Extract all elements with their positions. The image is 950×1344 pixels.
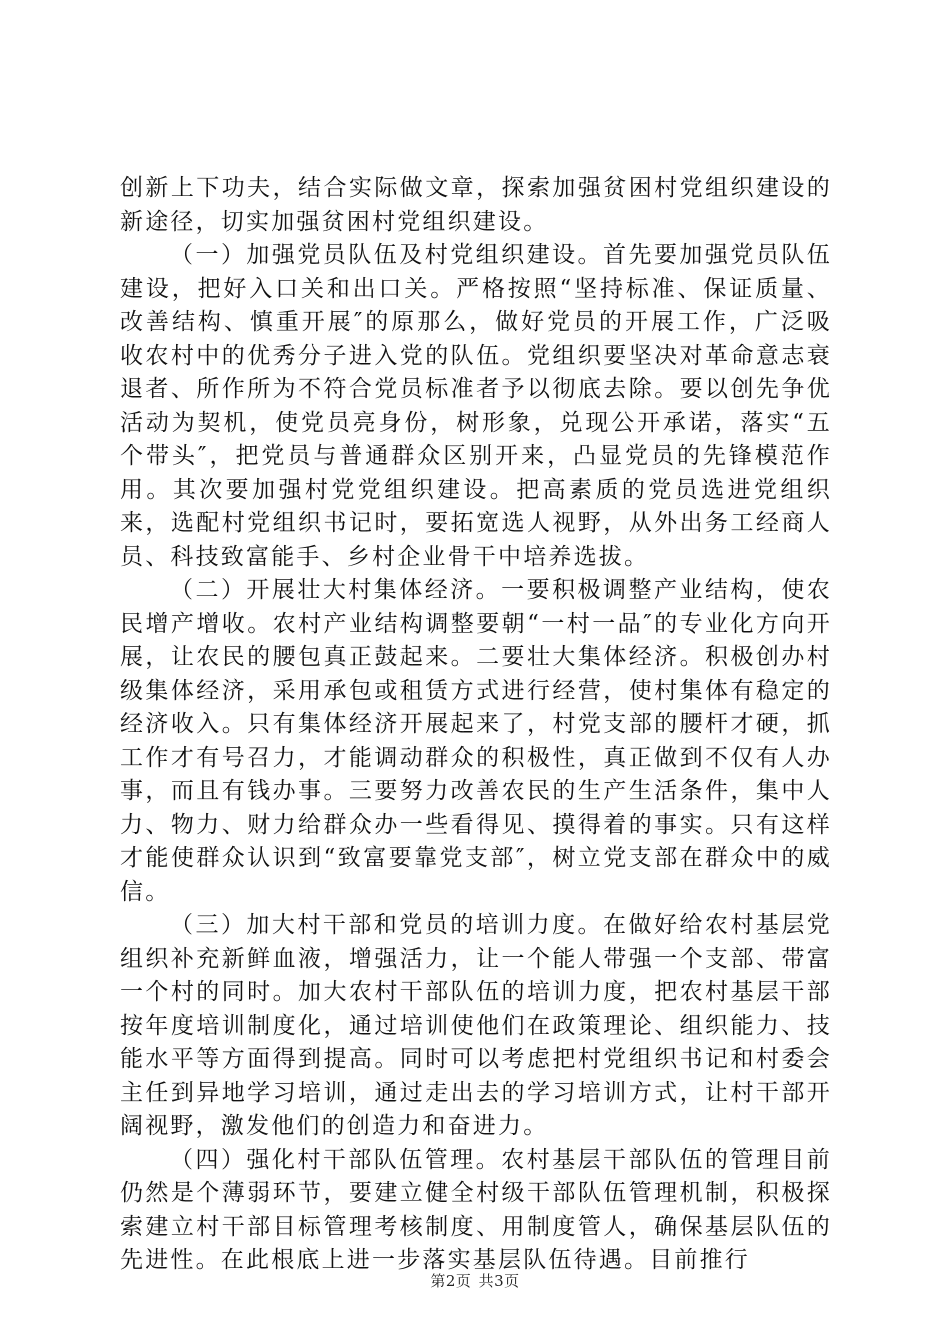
paragraph-section-2: （二）开展壮大村集体经济。一要积极调整产业结构，使农民增产增收。农村产业结构调整要朝“一村一品″的专业化方向开展，让农民的腰包真正鼓起来。二要壮大集体经济。积极创办村级集体经济，采用承包或租赁方式进行经营，使村集体有稳定的经济收入。只有集体经济开展起来了，村党支部的腰杆才硬，抓工作才有号召力，才能调动群众的积极性，真正做到不仅有人办事，而且有钱办事。三要努力改善农民的生产生活条件，集中人力、物力、财力给群众办一些看得见、摸得着的事实。只有这样才能使群众认识到“致富要靠党支部″，树立党支部在群众中的威信。 <box>120 577 832 905</box>
paragraph-section-4: （四）强化村干部队伍管理。农村基层干部队伍的管理目前仍然是个薄弱环节，要建立健全村级干部队伍管理机制，积极探索建立村干部目标管理考核制度、用制度管人，确保基层队伍的先进性。在此根底上进一步落实基层队伍待遇。目前推行 <box>120 1146 832 1273</box>
paragraph-continuation: 创新上下功夫，结合实际做文章，探索加强贫困村党组织建设的新途径，切实加强贫困村党组织建设。 <box>120 175 832 235</box>
page-footer <box>0 1270 950 1291</box>
paragraph-section-3: （三）加大村干部和党员的培训力度。在做好给农村基层党组织补充新鲜血液，增强活力，让一个能人带强一个支部、带富一个村的同时。加大农村干部队伍的培训力度，把农村基层干部按年度培训制度化，通过培训使他们在政策理论、组织能力、技能水平等方面得到提高。同时可以考虑把村党组织书记和村委会主任到异地学习培训，通过走出去的学习培训方式，让村干部开阔视野，激发他们的创造力和奋进力。 <box>120 912 832 1139</box>
document-body <box>120 172 832 1278</box>
page-number-total: 共3页 <box>478 1272 520 1290</box>
paragraph-section-1: （一）加强党员队伍及村党组织建设。首先要加强党员队伍建设，把好入口关和出口关。严格按照“坚持标准、保证质量、改善结构、慎重开展″的原那么，做好党员的开展工作，广泛吸收农村中的优秀分子进入党的队伍。党组织要坚决对革命意志衰退者、所作所为不符合党员标准者予以彻底去除。要以创先争优活动为契机，使党员亮身份，树形象，兑现公开承诺，落实“五个带头″，把党员与普通群众区别开来，凸显党员的先锋模范作用。其次要加强村党党组织建设。把高素质的党员选进党组织来，选配村党组织书记时，要拓宽选人视野，从外出务工经商人员、科技致富能手、乡村企业骨干中培养选拔。 <box>120 242 832 570</box>
page-number-current: 第2页 <box>430 1272 472 1290</box>
